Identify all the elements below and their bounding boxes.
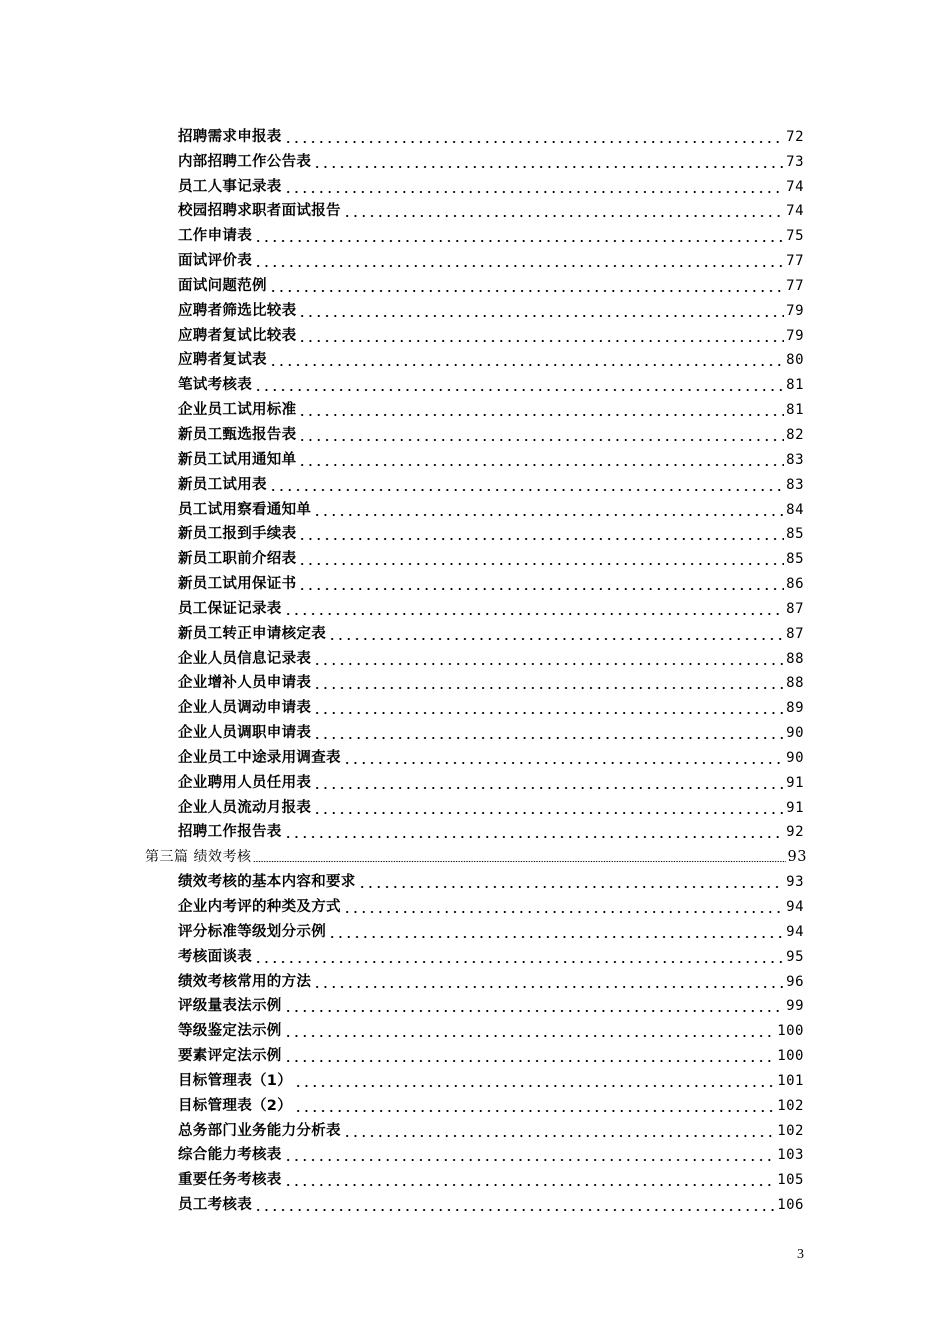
- toc-entry[interactable]: [178, 1018, 804, 1043]
- toc-entry-title: 面试评价表: [178, 253, 252, 270]
- toc-entry[interactable]: [178, 745, 804, 770]
- toc-entry-title: 笔试考核表: [178, 377, 252, 394]
- toc-entry-page: 96: [786, 973, 804, 990]
- toc-section-heading[interactable]: [145, 844, 807, 869]
- toc-dot-leader: [253, 855, 785, 863]
- toc-entry-page: 81: [786, 402, 804, 419]
- toc-entry-title: 绩效考核常用的方法: [178, 973, 312, 990]
- toc-entry-page: 85: [786, 551, 804, 568]
- toc-entry[interactable]: [178, 124, 804, 149]
- toc-entry[interactable]: [178, 770, 804, 795]
- toc-entry-title: 工作申请表: [178, 228, 252, 245]
- toc-entry-page: 72: [786, 128, 804, 145]
- toc-entry-title: 员工人事记录表: [178, 178, 282, 195]
- toc-entry-page: 101: [777, 1072, 804, 1089]
- toc-dot-leader: [284, 136, 785, 144]
- toc-dot-leader: [254, 1204, 775, 1212]
- toc-entry-title: 企业增补人员申请表: [178, 675, 312, 692]
- toc-entry-page: 100: [777, 1048, 804, 1065]
- toc-entry-page: 94: [786, 899, 804, 915]
- toc-dot-leader: [298, 583, 784, 591]
- page-number: 3: [797, 1247, 804, 1262]
- toc-entry-title: 企业内考评的种类及方式: [178, 899, 341, 915]
- toc-entry-title: 新员工试用保证书: [178, 576, 297, 593]
- toc-dot-leader: [313, 807, 784, 815]
- toc-entry-title: 企业人员调职申请表: [178, 725, 312, 742]
- toc-entry-title: 新员工试用通知单: [178, 451, 297, 468]
- toc-entry-page: 93: [786, 874, 804, 891]
- toc-dot-leader: [294, 1080, 775, 1088]
- toc-entry-title: 重要任务考核表: [178, 1172, 282, 1189]
- toc-entry-title: 等级鉴定法示例: [178, 1023, 282, 1040]
- toc-entry-page: 99: [786, 998, 804, 1015]
- toc-entry-page: 91: [786, 799, 804, 816]
- toc-entry-title: 综合能力考核表: [178, 1147, 282, 1164]
- toc-entry-title: 总务部门业务能力分析表: [178, 1122, 341, 1139]
- toc-entry-title: 内部招聘工作公告表: [178, 153, 312, 170]
- toc-entry-title: 要素评定法示例: [178, 1048, 282, 1065]
- toc-entry-page: 91: [786, 774, 804, 791]
- toc-entry[interactable]: [178, 273, 804, 298]
- toc-entry-title: 企业人员信息记录表: [178, 650, 312, 667]
- toc-dot-leader: [343, 1130, 775, 1138]
- toc-entry-page: 84: [786, 501, 804, 518]
- toc-entry[interactable]: [178, 571, 804, 596]
- toc-entry[interactable]: [178, 174, 804, 199]
- toc-dot-leader: [358, 881, 785, 889]
- toc-entry-page: 88: [786, 675, 804, 692]
- toc-entry-page: 74: [786, 203, 804, 220]
- toc-dot-leader: [313, 782, 784, 790]
- toc-entry[interactable]: [178, 994, 804, 1019]
- toc-dot-leader: [269, 484, 784, 492]
- toc-entry[interactable]: [178, 447, 804, 472]
- toc-entry[interactable]: [178, 596, 804, 621]
- toc-dot-leader: [313, 509, 784, 517]
- toc-entry[interactable]: [178, 1192, 804, 1217]
- toc-entry-page: 93: [787, 849, 807, 866]
- toc-entry[interactable]: [178, 1143, 804, 1168]
- toc-entry-page: 100: [777, 1023, 804, 1040]
- toc-entry-page: 90: [786, 749, 804, 766]
- toc-entry[interactable]: [178, 646, 804, 671]
- toc-entry[interactable]: [178, 248, 804, 273]
- toc-entry-title: 员工考核表: [178, 1197, 252, 1214]
- toc-entry-title: 企业人员流动月报表: [178, 799, 312, 816]
- toc-entry-page: 92: [786, 824, 804, 841]
- toc-entry[interactable]: [178, 869, 804, 894]
- toc-dot-leader: [298, 310, 784, 318]
- toc-dot-leader: [313, 682, 784, 690]
- toc-entry[interactable]: [178, 372, 804, 397]
- toc-entry-title: 招聘工作报告表: [178, 824, 282, 841]
- toc-dot-leader: [298, 459, 784, 467]
- toc-entry-title: 企业员工中途录用调查表: [178, 749, 341, 766]
- toc-dot-leader: [254, 384, 784, 392]
- toc-entry[interactable]: [178, 1167, 804, 1192]
- table-of-contents: [0, 124, 950, 1217]
- toc-dot-leader: [313, 707, 784, 715]
- toc-dot-leader: [343, 906, 784, 914]
- toc-entry-page: 87: [786, 600, 804, 617]
- toc-dot-leader: [298, 409, 784, 417]
- toc-dot-leader: [294, 1105, 775, 1113]
- toc-entry-page: 75: [786, 228, 804, 245]
- toc-entry-page: 80: [786, 352, 804, 369]
- toc-entry-page: 82: [786, 426, 804, 443]
- toc-entry-title: 目标管理表（1）: [178, 1072, 292, 1089]
- toc-entry-page: 79: [786, 327, 804, 344]
- toc-entry[interactable]: [178, 149, 804, 174]
- toc-entry[interactable]: [178, 795, 804, 820]
- toc-dot-leader: [284, 186, 785, 194]
- toc-entry[interactable]: [178, 497, 804, 522]
- toc-entry-title: 员工保证记录表: [178, 600, 282, 617]
- toc-entry[interactable]: [178, 621, 804, 646]
- toc-entry-page: 77: [786, 277, 804, 294]
- toc-dot-leader: [284, 1055, 776, 1063]
- toc-entry-page: 83: [786, 451, 804, 468]
- toc-entry[interactable]: [178, 397, 804, 422]
- toc-entry-page: 90: [786, 725, 804, 742]
- toc-entry[interactable]: [178, 919, 804, 944]
- toc-entry[interactable]: [178, 546, 804, 571]
- toc-entry[interactable]: [178, 1068, 804, 1093]
- toc-entry-title: 评级量表法示例: [178, 998, 282, 1015]
- toc-entry-title: 目标管理表（2）: [178, 1097, 292, 1114]
- toc-entry-title: 第三篇 绩效考核: [145, 849, 252, 866]
- toc-entry[interactable]: [178, 894, 804, 919]
- toc-entry-title: 企业人员调动申请表: [178, 700, 312, 717]
- toc-entry[interactable]: [178, 671, 804, 696]
- toc-entry[interactable]: [178, 944, 804, 969]
- toc-entry-title: 面试问题范例: [178, 277, 267, 294]
- toc-dot-leader: [298, 533, 784, 541]
- toc-entry-title: 应聘者复试表: [178, 352, 267, 369]
- toc-entry[interactable]: [178, 1043, 804, 1068]
- toc-dot-leader: [284, 1179, 776, 1187]
- toc-dot-leader: [313, 981, 784, 989]
- toc-dot-leader: [298, 558, 784, 566]
- toc-entry[interactable]: [178, 969, 804, 994]
- toc-entry[interactable]: [178, 223, 804, 248]
- toc-entry[interactable]: [178, 199, 804, 224]
- toc-entry-page: 74: [786, 178, 804, 195]
- toc-dot-leader: [313, 732, 784, 740]
- toc-entry[interactable]: [178, 1093, 804, 1118]
- toc-entry-page: 79: [786, 302, 804, 319]
- toc-entry-title: 企业聘用人员任用表: [178, 774, 312, 791]
- toc-entry-title: 招聘需求申报表: [178, 128, 282, 145]
- toc-entry[interactable]: [178, 820, 804, 845]
- toc-entry-page: 106: [777, 1197, 804, 1214]
- toc-entry-title: 考核面谈表: [178, 948, 252, 965]
- toc-entry-title: 评分标准等级划分示例: [178, 923, 326, 940]
- toc-entry-page: 85: [786, 526, 804, 543]
- toc-entry-title: 应聘者复试比较表: [178, 327, 297, 344]
- toc-entry-page: 81: [786, 377, 804, 394]
- toc-entry-page: 86: [786, 576, 804, 593]
- toc-dot-leader: [313, 658, 784, 666]
- toc-dot-leader: [313, 161, 784, 169]
- toc-entry-title: 新员工甄选报告表: [178, 426, 297, 443]
- toc-dot-leader: [343, 757, 784, 765]
- toc-entry[interactable]: [178, 422, 804, 447]
- toc-dot-leader: [254, 235, 784, 243]
- toc-dot-leader: [284, 1005, 785, 1013]
- toc-entry-page: 77: [786, 253, 804, 270]
- toc-entry-title: 企业员工试用标准: [178, 402, 297, 419]
- toc-entry[interactable]: [178, 1118, 804, 1143]
- toc-dot-leader: [284, 1030, 776, 1038]
- toc-dot-leader: [284, 831, 785, 839]
- toc-entry[interactable]: [178, 522, 804, 547]
- toc-entry[interactable]: [178, 695, 804, 720]
- toc-entry-title: 应聘者筛选比较表: [178, 302, 297, 319]
- toc-entry-title: 新员工试用表: [178, 476, 267, 493]
- toc-entry[interactable]: [178, 348, 804, 373]
- toc-dot-leader: [269, 359, 784, 367]
- toc-dot-leader: [298, 434, 784, 442]
- toc-entry-page: 105: [777, 1172, 804, 1189]
- toc-entry-title: 校园招聘求职者面试报告: [178, 203, 341, 220]
- toc-entry[interactable]: [178, 298, 804, 323]
- toc-dot-leader: [328, 633, 784, 641]
- toc-entry-page: 89: [786, 700, 804, 717]
- toc-entry-page: 103: [777, 1147, 804, 1164]
- toc-dot-leader: [298, 335, 784, 343]
- toc-entry-title: 绩效考核的基本内容和要求: [178, 874, 356, 891]
- toc-entry-page: 102: [777, 1097, 804, 1114]
- toc-entry-page: 88: [786, 650, 804, 667]
- toc-entry-title: 员工试用察看通知单: [178, 501, 312, 518]
- toc-entry-page: 95: [786, 948, 804, 965]
- toc-dot-leader: [254, 956, 784, 964]
- toc-entry-page: 73: [786, 153, 804, 170]
- toc-dot-leader: [269, 285, 784, 293]
- toc-entry[interactable]: [178, 472, 804, 497]
- toc-dot-leader: [343, 210, 784, 218]
- toc-entry[interactable]: [178, 323, 804, 348]
- toc-entry-title: 新员工职前介绍表: [178, 551, 297, 568]
- toc-entry-page: 94: [786, 923, 804, 940]
- toc-entry-title: 新员工报到手续表: [178, 526, 297, 543]
- toc-dot-leader: [254, 260, 784, 268]
- toc-entry-page: 87: [786, 625, 804, 642]
- toc-dot-leader: [328, 931, 784, 939]
- toc-dot-leader: [284, 1154, 776, 1162]
- toc-entry-title: 新员工转正申请核定表: [178, 625, 326, 642]
- toc-dot-leader: [284, 608, 785, 616]
- toc-entry-page: 83: [786, 476, 804, 493]
- toc-entry[interactable]: [178, 720, 804, 745]
- toc-entry-page: 102: [777, 1122, 804, 1139]
